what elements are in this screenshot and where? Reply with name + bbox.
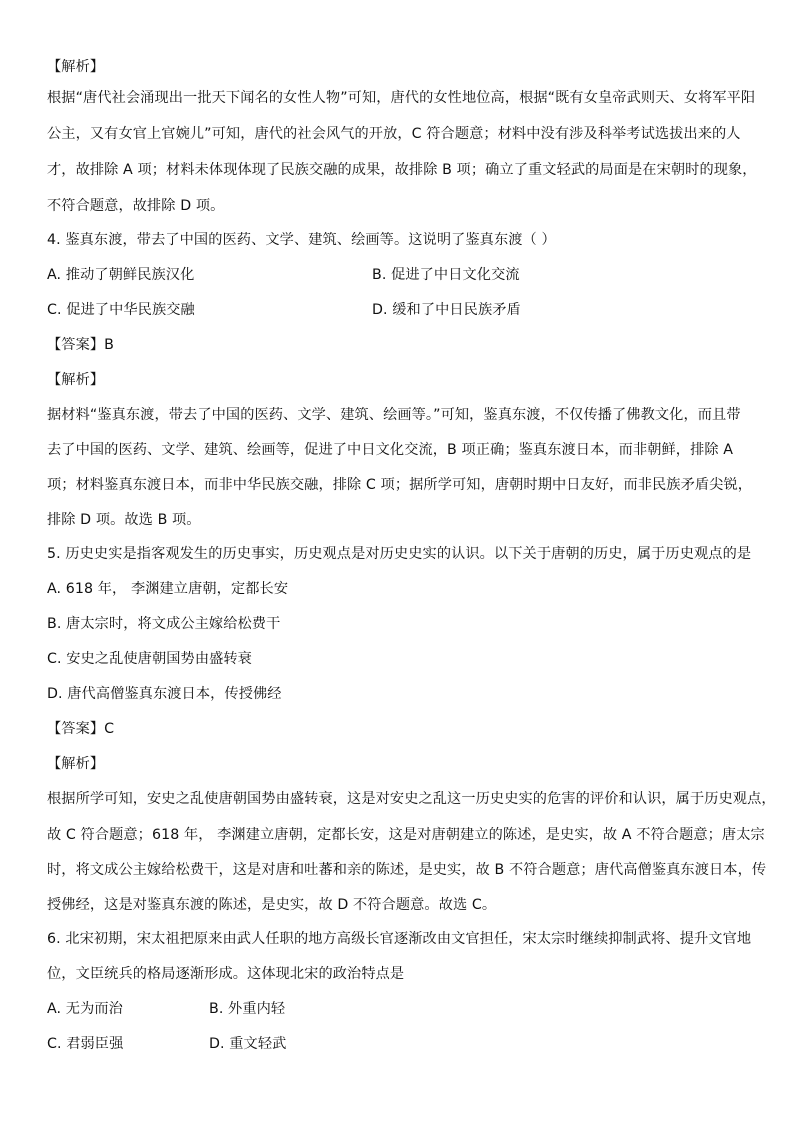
- q5-option-b: B. 唐太宗时，将文成公主嫁给松费干: [47, 616, 281, 632]
- q5-analysis-line-3: 时，将文成公主嫁给松费干，这是对唐和吐蕃和亲的陈述，是史实，故 B 不符合题意；唐代高僧鉴真东渡日本，传: [47, 862, 767, 878]
- q4-option-b: B. 促进了中日文化交流: [372, 267, 520, 283]
- q4-analysis-line-1: 据材料“鉴真东渡，带去了中国的医药、文学、建筑、绘画等。”可知，鉴真东渡，不仅传播了佛教文化，而且带: [47, 407, 741, 423]
- q4-stem: 4. 鉴真东渡，带去了中国的医药、文学、建筑、绘画等。这说明了鉴真东渡（ ）: [47, 232, 556, 248]
- q4-answer: 【答案】B: [47, 337, 114, 353]
- q3-analysis-line-1: 根据“唐代社会涌现出一批天下闻名的女性人物”可知，唐代的女性地位高，根据“既有女皇帝武则天、女将军平阳: [47, 90, 756, 106]
- q3-analysis-line-2: 公主，又有女官上官婉儿”可知，唐代的社会风气的开放，C 符合题意；材料中没有涉及科举考试选拔出来的人: [47, 126, 741, 142]
- q6-stem-line-2: 位，文臣统兵的格局逐渐形成。这体现北宋的政治特点是: [47, 966, 405, 982]
- q4-option-d: D. 缓和了中日民族矛盾: [372, 302, 521, 318]
- q3-analysis-line-3: 才，故排除 A 项；材料未体现体现了民族交融的成果，故排除 B 项；确立了重文轻武的局面是在宋朝时的现象，: [47, 162, 757, 178]
- q4-analysis-line-2: 去了中国的医药、文学、建筑、绘画等，促进了中日文化交流，B 项正确；鉴真东渡日本，而非朝鲜，排除 A: [47, 442, 734, 458]
- q5-analysis-line-4: 授佛经，这是对鉴真东渡的陈述，是史实，故 D 不符合题意。故选 C。: [47, 897, 497, 913]
- q3-analysis-heading: 【解析】: [47, 59, 105, 75]
- q4-option-c: C. 促进了中华民族交融: [47, 302, 195, 318]
- q5-answer: 【答案】C: [47, 721, 115, 737]
- q5-option-d: D. 唐代高僧鉴真东渡日本，传授佛经: [47, 686, 282, 702]
- q6-stem-line-1: 6. 北宋初期，宋太祖把原来由武人任职的地方高级长官逐渐改由文官担任，宋太宗时继续抑制武将、提升文官地: [47, 931, 752, 947]
- q6-option-a: A. 无为而治: [47, 1001, 123, 1017]
- q5-analysis-line-1: 根据所学可知，安史之乱使唐朝国势由盛转衰，这是对安史之乱这一历史史实的危害的评价和认识，属于历史观点，: [47, 791, 776, 807]
- q5-analysis-line-2: 故 C 符合题意；618 年， 李渊建立唐朝，定都长安，这是对唐朝建立的陈述，是史实，故 A 不符合题意；唐太宗: [47, 827, 765, 843]
- q6-option-d: D. 重文轻武: [209, 1036, 287, 1052]
- q6-option-b: B. 外重内轻: [209, 1001, 286, 1017]
- q6-option-c: C. 君弱臣强: [47, 1036, 124, 1052]
- q5-option-a: A. 618 年， 李渊建立唐朝，定都长安: [47, 581, 289, 597]
- q4-analysis-heading: 【解析】: [47, 372, 105, 388]
- q4-analysis-line-3: 项；材料鉴真东渡日本，而非中华民族交融，排除 C 项；据所学可知，唐朝时期中日友好，而非民族矛盾尖锐，: [47, 477, 753, 493]
- q5-option-c: C. 安史之乱使唐朝国势由盛转衰: [47, 651, 252, 667]
- q5-analysis-heading: 【解析】: [47, 756, 105, 772]
- q5-stem: 5. 历史史实是指客观发生的历史事实，历史观点是对历史史实的认识。以下关于唐朝的历史，属于历史观点的是: [47, 546, 752, 562]
- q3-analysis-line-4: 不符合题意，故排除 D 项。: [47, 198, 225, 214]
- q4-option-a: A. 推动了朝鲜民族汉化: [47, 267, 195, 283]
- q4-analysis-line-4: 排除 D 项。故选 B 项。: [47, 512, 201, 528]
